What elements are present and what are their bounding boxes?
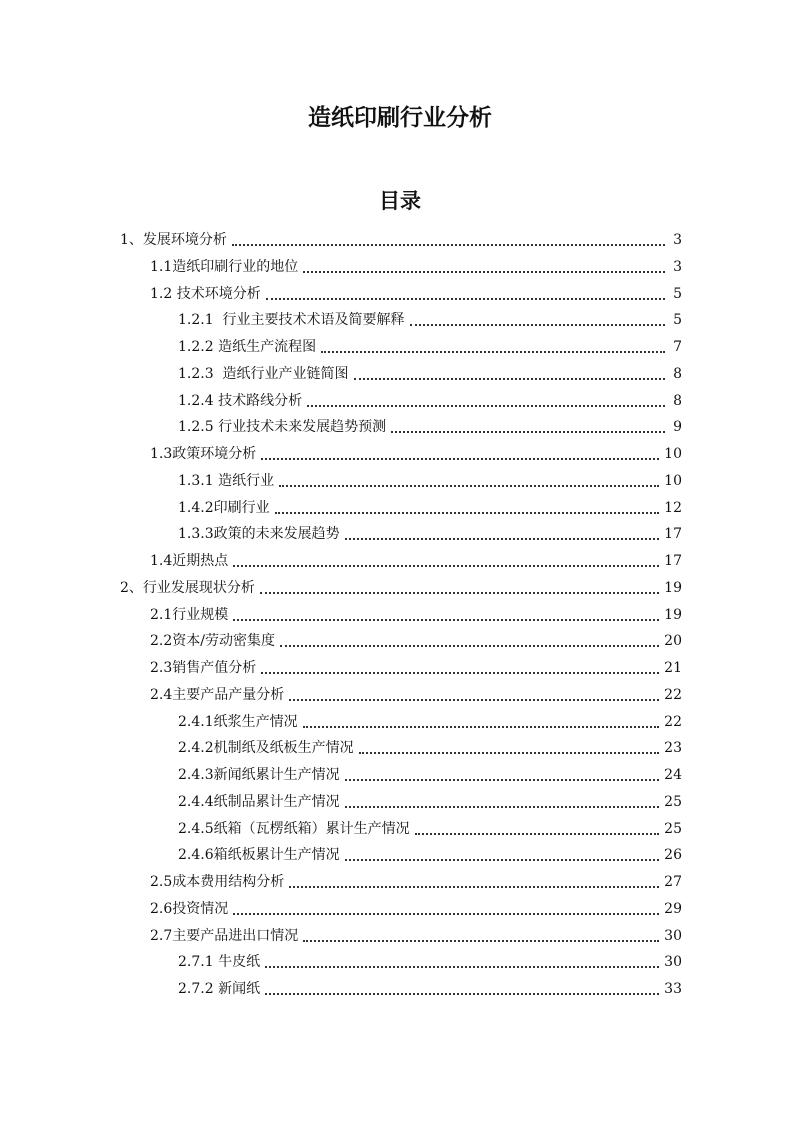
- toc-entry[interactable]: [150, 893, 682, 919]
- toc-entry-page-number: 3: [673, 232, 682, 248]
- toc-dot-leader: [261, 458, 659, 460]
- toc-entry-page-number: 3: [673, 258, 682, 275]
- toc-entry-label: 2.4.3新闻纸累计生产情况: [178, 767, 340, 783]
- toc-dot-leader: [232, 244, 665, 246]
- toc-entry-label: 2.7.2 新闻纸: [178, 981, 261, 997]
- toc-heading: 目录: [379, 189, 421, 213]
- toc-entry-label: 1.2.1 行业主要技术术语及简要解释: [178, 312, 405, 329]
- toc-entry-page-number: 19: [664, 579, 682, 596]
- toc-dot-leader: [345, 806, 660, 808]
- toc-dot-leader: [275, 512, 660, 514]
- toc-entry-label: 1.2.3 造纸行业产业链简图: [178, 365, 349, 382]
- toc-entry-page-number: 29: [664, 900, 682, 917]
- toc-entry-page-number: 21: [664, 660, 682, 676]
- toc-entry[interactable]: [178, 465, 682, 491]
- toc-dot-leader: [261, 672, 659, 674]
- toc-entry[interactable]: [120, 224, 682, 250]
- toc-entry[interactable]: [178, 706, 682, 732]
- toc-entry-page-number: 22: [664, 713, 682, 730]
- toc-dot-leader: [303, 940, 659, 942]
- toc-entry-label: 2.3销售产值分析: [150, 660, 257, 676]
- toc-entry[interactable]: [178, 358, 682, 384]
- toc-dot-leader: [280, 645, 659, 647]
- toc-entry-label: 1.2.2 造纸生产流程图: [178, 339, 317, 355]
- toc-dot-leader: [307, 405, 665, 407]
- toc-entry-label: 2.4.1纸浆生产情况: [178, 713, 298, 730]
- toc-entry-page-number: 5: [673, 312, 682, 329]
- toc-entry-label: 2.4主要产品产量分析: [150, 686, 285, 703]
- toc-entry[interactable]: [178, 759, 682, 785]
- toc-entry-page-number: 25: [664, 793, 682, 810]
- toc-entry-page-number: 25: [664, 820, 682, 837]
- toc-entry[interactable]: [178, 973, 682, 999]
- toc-entry-label: 1.1造纸印刷行业的地位: [150, 258, 299, 275]
- toc-entry-page-number: 22: [664, 686, 682, 703]
- toc-entry-label: 1.2.4 技术路线分析: [178, 392, 303, 409]
- toc-entry-page-number: 8: [673, 365, 682, 382]
- toc-entry[interactable]: [178, 304, 682, 330]
- toc-entry-label: 1.4近期热点: [150, 553, 229, 569]
- toc-entry-label: 2.1行业规模: [150, 606, 229, 623]
- toc-entry-label: 1.2 技术环境分析: [150, 285, 261, 302]
- toc-entry-page-number: 24: [664, 767, 682, 783]
- toc-dot-leader: [260, 592, 659, 594]
- toc-entry-page-number: 7: [673, 339, 682, 355]
- toc-dot-leader: [303, 726, 660, 728]
- toc-dot-leader: [345, 538, 660, 540]
- toc-entry-page-number: 9: [673, 419, 682, 436]
- toc-entry-label: 1.3.1 造纸行业: [178, 472, 275, 489]
- toc-entry[interactable]: [178, 385, 682, 411]
- toc-entry[interactable]: [178, 813, 682, 839]
- toc-entry[interactable]: [150, 545, 682, 571]
- toc-entry[interactable]: [178, 518, 682, 544]
- toc-entry-page-number: 27: [664, 874, 682, 890]
- toc-entry-label: 2、行业发展现状分析: [120, 579, 255, 596]
- toc-dot-leader: [345, 859, 660, 861]
- toc-dot-leader: [321, 351, 665, 353]
- toc-entry[interactable]: [178, 946, 682, 972]
- toc-entry-label: 2.7.1 牛皮纸: [178, 954, 261, 971]
- toc-entry[interactable]: [150, 920, 682, 946]
- toc-entry-page-number: 8: [673, 392, 682, 409]
- toc-entry-page-number: 5: [673, 285, 682, 302]
- toc-entry-label: 2.5成本费用结构分析: [150, 874, 285, 890]
- toc-entry-label: 2.6投资情况: [150, 900, 229, 917]
- toc-dot-leader: [415, 833, 660, 835]
- toc-entry-label: 1、发展环境分析: [120, 232, 227, 248]
- toc-dot-leader: [265, 966, 659, 968]
- toc-dot-leader: [391, 431, 665, 433]
- toc-dot-leader: [266, 298, 665, 300]
- toc-entry-page-number: 10: [664, 446, 682, 462]
- toc-entry-page-number: 30: [664, 927, 682, 944]
- toc-dot-leader: [359, 752, 660, 754]
- toc-entry-label: 2.4.4纸制品累计生产情况: [178, 793, 340, 810]
- toc-dot-leader: [233, 565, 659, 567]
- toc-entry-label: 1.4.2印刷行业: [178, 499, 270, 516]
- toc-entry-page-number: 19: [664, 606, 682, 623]
- toc-entry[interactable]: [178, 492, 682, 518]
- toc-dot-leader: [233, 913, 659, 915]
- toc-entry-page-number: 33: [664, 981, 682, 997]
- toc-entry-label: 2.4.5纸箱（瓦楞纸箱）累计生产情况: [178, 820, 410, 837]
- toc-entry[interactable]: [150, 278, 682, 304]
- toc-entry[interactable]: [178, 839, 682, 865]
- toc-entry-label: 1.3.3政策的未来发展趋势: [178, 526, 340, 543]
- toc-dot-leader: [265, 993, 659, 995]
- toc-entry[interactable]: [150, 251, 682, 277]
- toc-dot-leader: [289, 699, 659, 701]
- toc-entry[interactable]: [178, 411, 682, 437]
- toc-entry-label: 1.2.5 行业技术未来发展趋势预测: [178, 419, 387, 436]
- toc-entry[interactable]: [150, 625, 682, 651]
- toc-entry[interactable]: [150, 652, 682, 678]
- toc-entry[interactable]: [150, 679, 682, 705]
- toc-entry-page-number: 17: [664, 526, 682, 543]
- toc-entry-label: 2.4.2机制纸及纸板生产情况: [178, 740, 354, 757]
- toc-entry-page-number: 12: [664, 499, 682, 516]
- toc-entry-label: 1.3政策环境分析: [150, 446, 257, 462]
- toc-entry[interactable]: [178, 331, 682, 357]
- toc-entry[interactable]: [150, 438, 682, 464]
- toc-entry-page-number: 17: [664, 553, 682, 569]
- toc-dot-leader: [233, 619, 659, 621]
- toc-dot-leader: [279, 485, 659, 487]
- toc-entry[interactable]: [150, 866, 682, 892]
- toc-dot-leader: [354, 378, 665, 380]
- toc-entry-label: 2.7主要产品进出口情况: [150, 927, 299, 944]
- toc-entry-page-number: 10: [664, 472, 682, 489]
- toc-entry[interactable]: [120, 572, 682, 598]
- toc-entry-label: 2.4.6箱纸板累计生产情况: [178, 847, 340, 864]
- toc-dot-leader: [303, 271, 665, 273]
- toc-dot-leader: [289, 886, 659, 888]
- toc-dot-leader: [345, 779, 660, 781]
- toc-entry[interactable]: [150, 599, 682, 625]
- toc-entry-page-number: 26: [664, 847, 682, 864]
- toc-entry-page-number: 30: [664, 954, 682, 971]
- toc-entry-page-number: 23: [664, 740, 682, 757]
- toc-entry[interactable]: [178, 732, 682, 758]
- toc-entry-label: 2.2资本/劳动密集度: [150, 633, 275, 650]
- toc-entry[interactable]: [178, 786, 682, 812]
- document-title: 造纸印刷行业分析: [308, 105, 492, 131]
- toc-dot-leader: [410, 324, 665, 326]
- toc-entry-page-number: 20: [664, 633, 682, 650]
